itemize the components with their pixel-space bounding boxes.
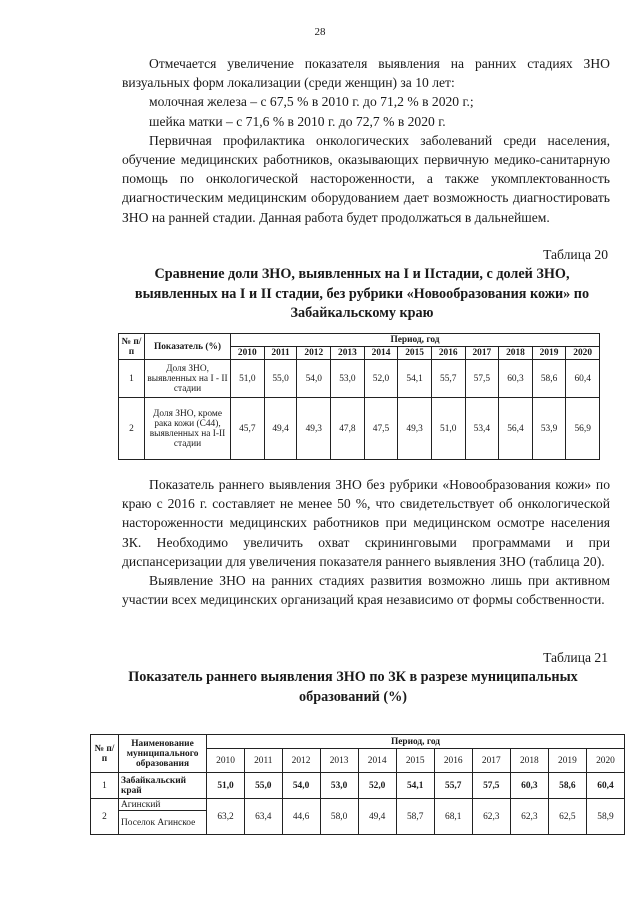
t20-cell: 55,7 bbox=[431, 360, 465, 398]
t20-cell: 60,4 bbox=[566, 360, 600, 398]
t20-row-name: Доля ЗНО, выявленных на I - II стадии bbox=[145, 360, 231, 398]
t21-year: 2019 bbox=[548, 749, 586, 773]
t21-cell: 58,9 bbox=[586, 799, 624, 835]
table-row bbox=[119, 360, 600, 398]
t21-year: 2012 bbox=[282, 749, 320, 773]
t20-cell: 52,0 bbox=[364, 360, 398, 398]
t20-year: 2015 bbox=[398, 347, 432, 360]
t21-cell: 58,7 bbox=[396, 799, 434, 835]
t20-header-num: № п/п bbox=[119, 334, 145, 360]
middle-section bbox=[122, 475, 610, 609]
t20-row-num: 2 bbox=[119, 398, 145, 460]
t20-year: 2011 bbox=[264, 347, 297, 360]
t21-cell: 68,1 bbox=[434, 799, 472, 835]
t20-cell: 55,0 bbox=[264, 360, 297, 398]
t20-cell: 56,4 bbox=[499, 398, 533, 460]
intro-prevention: Первичная профилактика онкологических заболеваний среди населения, обучение медицинских работников, оказывающих первичную медико-санитарную помощь по онкологической настороженности, а также укомплектованность диагностическим медицинским оборудованием дает возможность диагностировать ЗНО на ранней стадии. Данная работа будет продолжаться в дальнейшем. bbox=[122, 132, 610, 225]
t21-cell: 57,5 bbox=[472, 773, 510, 799]
t20-header-indicator: Показатель (%) bbox=[145, 334, 231, 360]
t21-row-num: 2 bbox=[91, 799, 119, 835]
t21-header-name: Наименование муниципального образования bbox=[119, 735, 207, 773]
intro-item-cervix: шейка матки – с 71,6 % в 2010 г. до 72,7 % в 2020 г. bbox=[149, 113, 446, 129]
table21-title: Показатель раннего выявления ЗНО по ЗК в разрезе муниципальных образований (%) bbox=[128, 669, 578, 705]
t20-year: 2019 bbox=[532, 347, 566, 360]
t21-year: 2018 bbox=[510, 749, 548, 773]
t21-cell: 54,0 bbox=[282, 773, 320, 799]
t20-cell: 53,9 bbox=[532, 398, 566, 460]
t21-cell: 55,7 bbox=[434, 773, 472, 799]
middle-para1: Показатель раннего выявления ЗНО без рубрики «Новообразования кожи» по краю с 2016 г. составляет не менее 50 %, что свидетельствует об онкологической настороженности медицинских работников при медицинском осмотре населения ЗК. Необходимо увеличить охват скрининговыми программами и при диспансеризации для увеличения показателя раннего выявления ЗНО (таблица 20). bbox=[122, 477, 610, 569]
t20-cell: 54,0 bbox=[297, 360, 331, 398]
t21-year: 2014 bbox=[358, 749, 396, 773]
t20-year: 2020 bbox=[566, 347, 600, 360]
t20-year: 2017 bbox=[465, 347, 499, 360]
t20-cell: 47,8 bbox=[331, 398, 365, 460]
t21-cell: 49,4 bbox=[358, 799, 396, 835]
t21-year: 2011 bbox=[245, 749, 282, 773]
table-row bbox=[119, 398, 600, 460]
t21-row-name: Забайкальский край bbox=[119, 773, 207, 799]
t20-cell: 49,3 bbox=[398, 398, 432, 460]
page-number: 28 bbox=[314, 26, 326, 38]
t21-cell: 55,0 bbox=[245, 773, 282, 799]
t21-cell: 62,3 bbox=[510, 799, 548, 835]
t21-cell: 58,6 bbox=[548, 773, 586, 799]
t21-cell: 58,0 bbox=[320, 799, 358, 835]
t21-cell: 62,3 bbox=[472, 799, 510, 835]
table20-label: Таблица 20 bbox=[543, 247, 608, 262]
t20-cell: 58,6 bbox=[532, 360, 566, 398]
t20-row-num: 1 bbox=[119, 360, 145, 398]
middle-para2: Выявление ЗНО на ранних стадиях развития возможно лишь при активном участии всех медицинских организаций края независимо от формы собственности. bbox=[122, 573, 610, 608]
t21-year: 2017 bbox=[472, 749, 510, 773]
t21-row-subname: Поселок Агинское bbox=[119, 811, 207, 835]
t21-cell: 60,3 bbox=[510, 773, 548, 799]
t20-cell: 51,0 bbox=[431, 398, 465, 460]
t21-header-period: Период, год bbox=[207, 735, 625, 749]
t20-header-period: Период, год bbox=[231, 334, 600, 347]
t20-cell: 53,4 bbox=[465, 398, 499, 460]
table-row bbox=[91, 799, 625, 811]
t20-cell: 45,7 bbox=[231, 398, 265, 460]
t20-year: 2018 bbox=[499, 347, 533, 360]
t21-year: 2015 bbox=[396, 749, 434, 773]
t20-year: 2012 bbox=[297, 347, 331, 360]
t21-cell: 52,0 bbox=[358, 773, 396, 799]
t20-year: 2010 bbox=[231, 347, 265, 360]
table-row bbox=[91, 773, 625, 799]
intro-section bbox=[122, 54, 610, 227]
table21-label: Таблица 21 bbox=[543, 650, 608, 665]
t20-cell: 57,5 bbox=[465, 360, 499, 398]
table21 bbox=[90, 734, 625, 835]
table20-title: Сравнение доли ЗНО, выявленных на I и IIстадии, с долей ЗНО, выявленных на I и II стадии, без рубрики «Новообразования кожи» по Забайкальскому краю bbox=[134, 266, 590, 321]
t20-cell: 47,5 bbox=[364, 398, 398, 460]
t20-row-name: Доля ЗНО, кроме рака кожи (С44), выявленных на I-II стадии bbox=[145, 398, 231, 460]
t20-year: 2016 bbox=[431, 347, 465, 360]
t20-year: 2013 bbox=[331, 347, 365, 360]
t20-cell: 51,0 bbox=[231, 360, 265, 398]
t21-row-num: 1 bbox=[91, 773, 119, 799]
t21-year: 2010 bbox=[207, 749, 245, 773]
t21-cell: 63,2 bbox=[207, 799, 245, 835]
t20-cell: 56,9 bbox=[566, 398, 600, 460]
t21-header-num: № п/п bbox=[91, 735, 119, 773]
t20-cell: 54,1 bbox=[398, 360, 432, 398]
t21-cell: 60,4 bbox=[586, 773, 624, 799]
t21-year: 2016 bbox=[434, 749, 472, 773]
table20 bbox=[118, 333, 600, 460]
t21-cell: 62,5 bbox=[548, 799, 586, 835]
t21-row-name: Агинский bbox=[119, 799, 207, 811]
t21-cell: 53,0 bbox=[320, 773, 358, 799]
t21-cell: 54,1 bbox=[396, 773, 434, 799]
t20-cell: 53,0 bbox=[331, 360, 365, 398]
t21-cell: 51,0 bbox=[207, 773, 245, 799]
t21-year: 2020 bbox=[586, 749, 624, 773]
t20-cell: 60,3 bbox=[499, 360, 533, 398]
intro-lead: Отмечается увеличение показателя выявления на ранних стадиях ЗНО визуальных форм локализации (среди женщин) за 10 лет: bbox=[122, 56, 610, 91]
t20-cell: 49,4 bbox=[264, 398, 297, 460]
t20-cell: 49,3 bbox=[297, 398, 331, 460]
t21-cell: 63,4 bbox=[245, 799, 282, 835]
t20-year: 2014 bbox=[364, 347, 398, 360]
t21-year: 2013 bbox=[320, 749, 358, 773]
intro-item-breast: молочная железа – с 67,5 % в 2010 г. до 71,2 % в 2020 г.; bbox=[149, 94, 474, 110]
t21-cell: 44,6 bbox=[282, 799, 320, 835]
